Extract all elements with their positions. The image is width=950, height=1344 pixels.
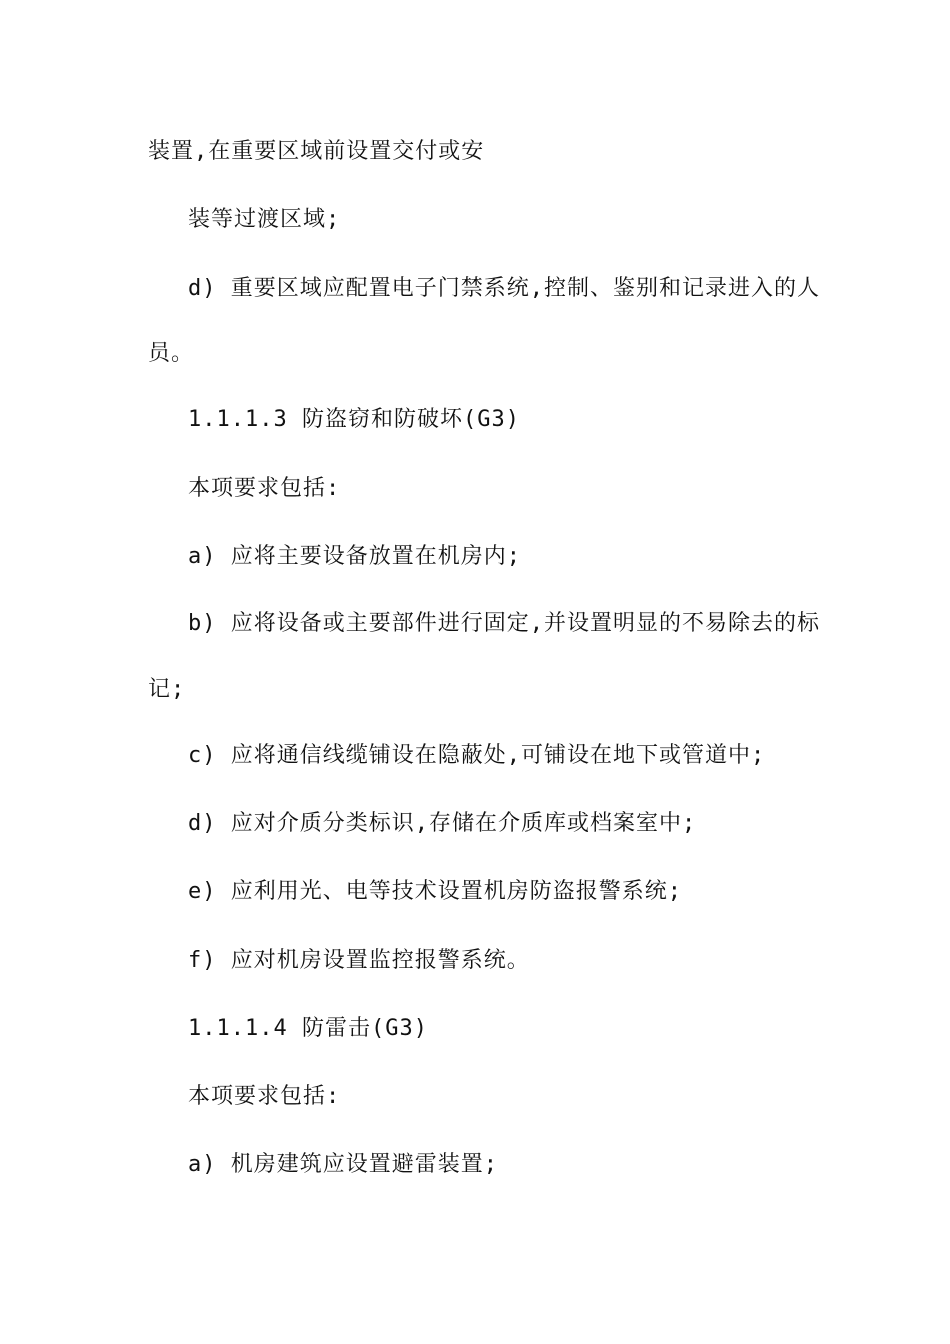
section-heading: 1.1.1.4 防雷击(G3) [188, 1016, 428, 1041]
section-heading: 1.1.1.3 防盗窃和防破坏(G3) [188, 407, 520, 432]
list-item-d: d) 重要区域应配置电子门禁系统,控制、鉴别和记录进入的人 [188, 276, 820, 301]
list-item-f: f) 应对机房设置监控报警系统。 [188, 948, 530, 973]
paragraph-line: 装置,在重要区域前设置交付或安 [148, 139, 485, 164]
list-item-a: a) 应将主要设备放置在机房内; [188, 544, 521, 569]
list-item-b: b) 应将设备或主要部件进行固定,并设置明显的不易除去的标 [188, 611, 820, 636]
list-item-a: a) 机房建筑应设置避雷装置; [188, 1152, 498, 1177]
list-item-e: e) 应利用光、电等技术设置机房防盗报警系统; [188, 879, 682, 904]
list-item-c: c) 应将通信线缆铺设在隐蔽处,可铺设在地下或管道中; [188, 743, 766, 768]
intro-text: 本项要求包括: [188, 476, 341, 501]
paragraph-line: 记; [148, 677, 186, 702]
paragraph-line: 员。 [148, 341, 195, 366]
list-item-d: d) 应对介质分类标识,存储在介质库或档案室中; [188, 811, 697, 836]
intro-text: 本项要求包括: [188, 1084, 341, 1109]
paragraph-line: 装等过渡区域; [188, 207, 341, 232]
